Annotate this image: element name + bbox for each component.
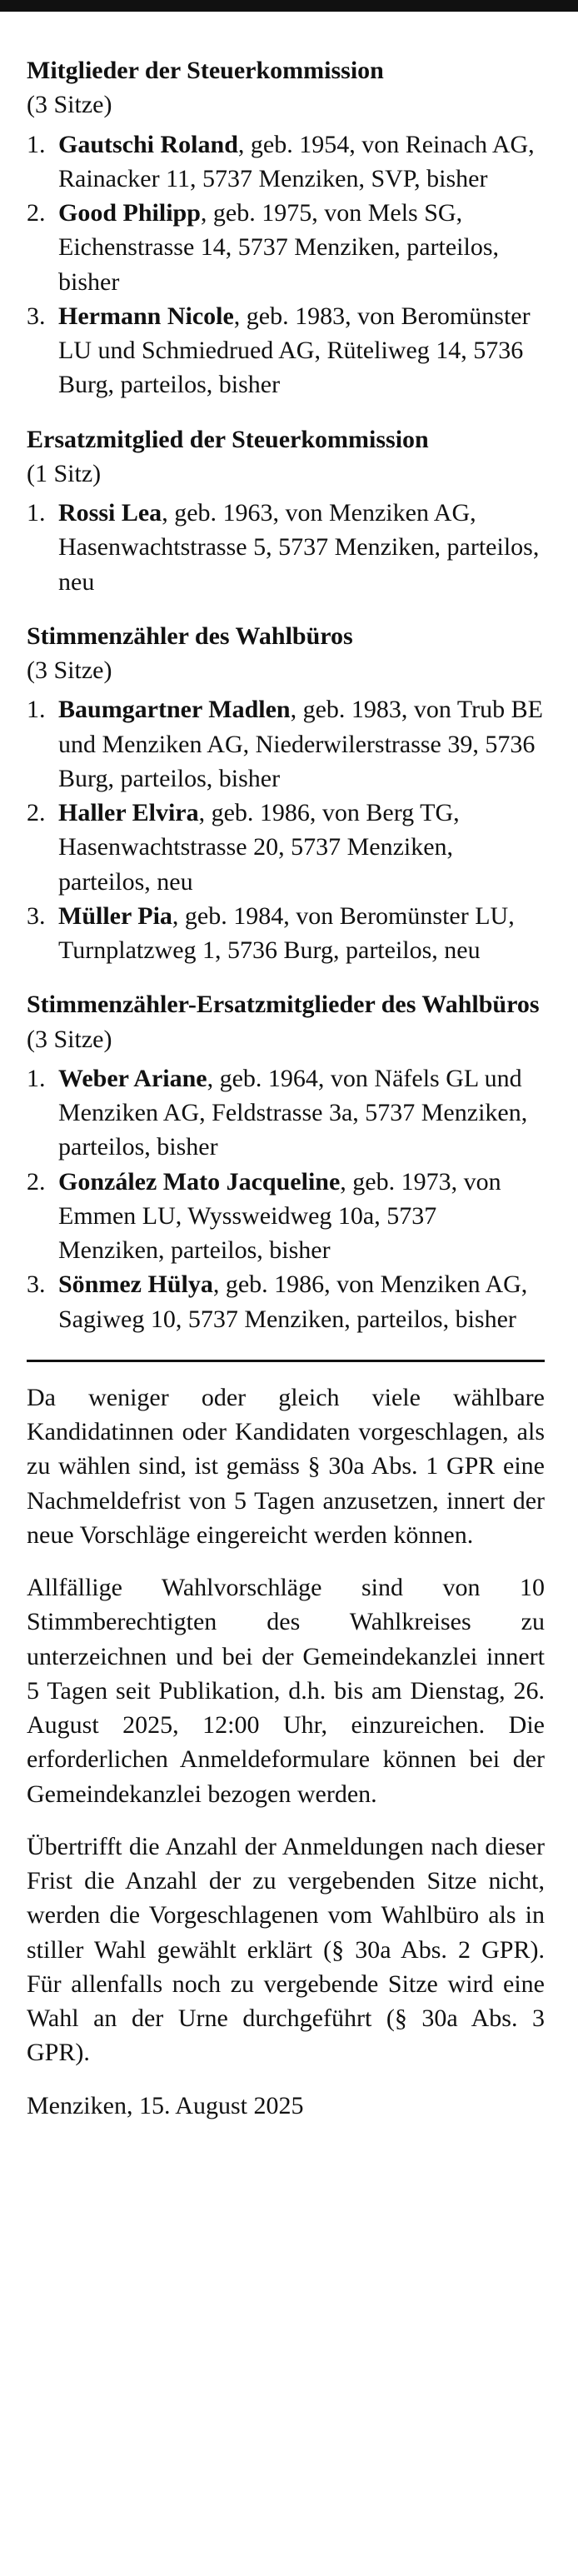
notice-paragraphs: [27, 1380, 545, 2070]
section-seats: (3 Sitze): [27, 1025, 112, 1053]
candidate-section: [27, 987, 545, 1336]
section-seats: (1 Sitz): [27, 459, 102, 487]
notice-paragraph: Übertrifft die Anzahl der Anmeldungen nach dieser Frist die Anzahl der zu vergebenden Sitze nicht, werden die Vorgeschlagenen vom Wahlbüro als in stiller Wahl gewählt erklärt (§ 30a Abs. 2 GPR). Für allenfalls noch zu vergebende Sitze wird eine Wahl an der Urne durchgeführt (§ 30a Abs. 3 GPR).: [27, 1832, 545, 2067]
candidate-details: , geb. 1973, von Emmen LU, Wyssweidweg 10a, 5737 Menziken, parteilos, bisher: [58, 1167, 501, 1264]
candidate-entry: [27, 796, 545, 899]
section-title: Ersatzmitglied der Steuerkommission: [27, 425, 429, 453]
place-date: Menziken, 15. August 2025: [27, 2091, 304, 2119]
candidate-details: , geb. 1954, von Reinach AG, Rainacker 11, 5737 Menziken, SVP, bisher: [58, 130, 535, 192]
candidate-name: Baumgartner Madlen: [58, 696, 291, 724]
candidate-name: Gautschi Roland: [58, 130, 238, 158]
candidate-details: , geb. 1986, von Menziken AG, Sagiweg 10, 5737 Menziken, parteilos, bisher: [58, 1271, 528, 1333]
candidate-entry: [27, 1267, 545, 1336]
candidate-section: [27, 53, 545, 402]
candidate-sections: [27, 53, 545, 1336]
notice-paragraph: Allfällige Wahlvorschläge sind von 10 Stimmberechtigten des Wahlkreises zu unterzeichnen und bei der Gemeindekanzlei innert 5 Tagen seit Publikation, d.h. bis am Dienstag, 26. August 2025, 12:00 Uhr, einzureichen. Die erforderlichen Anmeldeformulare können bei der Gemeindekanzlei bezogen werden.: [27, 1574, 545, 1808]
section-title: Stimmenzähler des Wahlbüros: [27, 622, 353, 650]
candidate-number: 2.: [27, 1167, 46, 1196]
candidate-details: , geb. 1964, von Näfels GL und Menziken AG, Feldstrasse 3a, 5737 Menziken, parteilos, bisher: [58, 1064, 528, 1161]
top-border: [0, 0, 578, 12]
candidate-name: Hermann Nicole: [58, 302, 234, 330]
candidate-section: [27, 619, 545, 968]
candidate-number: 3.: [27, 302, 46, 330]
divider-rule: [27, 1360, 545, 1362]
candidate-entry: [27, 1165, 545, 1268]
candidate-number: 1.: [27, 696, 46, 724]
candidate-name: Good Philipp: [58, 199, 201, 227]
candidate-details: , geb. 1963, von Menziken AG, Hasenwachtstrasse 5, 5737 Menziken, parteilos, neu: [58, 499, 540, 596]
candidate-list: [27, 496, 545, 599]
section-title: Mitglieder der Steuerkommission: [27, 57, 384, 84]
candidate-list: [27, 1061, 545, 1336]
section-title: Stimmenzähler-Ersatzmitglieder des Wahlbüros: [27, 991, 540, 1019]
candidate-number: 3.: [27, 901, 46, 930]
candidate-details: , geb. 1986, von Berg TG, Hasenwachtstrasse 20, 5737 Menziken, parteilos, neu: [58, 799, 460, 896]
candidate-name: Sönmez Hülya: [58, 1271, 213, 1299]
candidate-number: 2.: [27, 799, 46, 826]
candidate-entry: [27, 899, 545, 968]
candidate-entry: [27, 692, 545, 796]
candidate-number: 1.: [27, 1064, 46, 1092]
candidate-name: Rossi Lea: [58, 499, 162, 527]
candidate-entry: [27, 127, 545, 197]
candidate-list: [27, 127, 545, 402]
candidate-entry: [27, 1061, 545, 1165]
candidate-details: , geb. 1984, von Beromünster LU, Turnplatzweg 1, 5736 Burg, parteilos, neu: [58, 901, 515, 964]
candidate-details: , geb. 1983, von Trub BE und Menziken AG, Niederwilerstrasse 39, 5736 Burg, parteilos, bisher: [58, 696, 543, 792]
candidate-section: [27, 422, 545, 599]
candidate-entry: [27, 299, 545, 402]
candidate-number: 2.: [27, 199, 46, 227]
candidate-number: 1.: [27, 130, 46, 158]
section-seats: (3 Sitze): [27, 656, 112, 684]
candidate-name: Müller Pia: [58, 901, 172, 930]
section-seats: (3 Sitze): [27, 91, 112, 119]
candidate-entry: [27, 496, 545, 599]
candidate-list: [27, 692, 545, 967]
candidate-entry: [27, 196, 545, 299]
candidate-name: Haller Elvira: [58, 799, 199, 826]
candidate-name: Weber Ariane: [58, 1064, 207, 1092]
candidate-details: , geb. 1975, von Mels SG, Eichenstrasse 14, 5737 Menziken, parteilos, bisher: [58, 199, 500, 296]
candidate-details: , geb. 1983, von Beromünster LU und Schmiedrued AG, Rüteliweg 14, 5736 Burg, parteilos, bisher: [58, 302, 531, 399]
candidate-name: González Mato Jacqueline: [58, 1167, 341, 1196]
candidate-number: 3.: [27, 1271, 46, 1299]
notice-paragraph: Da weniger oder gleich viele wählbare Kandidatinnen oder Kandidaten vorgeschlagen, als zu wählen sind, ist gemäss § 30a Abs. 1 GPR eine Nachmeldefrist von 5 Tagen anzusetzen, innert der neue Vorschläge eingereicht werden können.: [27, 1383, 545, 1549]
candidate-number: 1.: [27, 499, 46, 527]
document-body: [27, 53, 545, 2123]
